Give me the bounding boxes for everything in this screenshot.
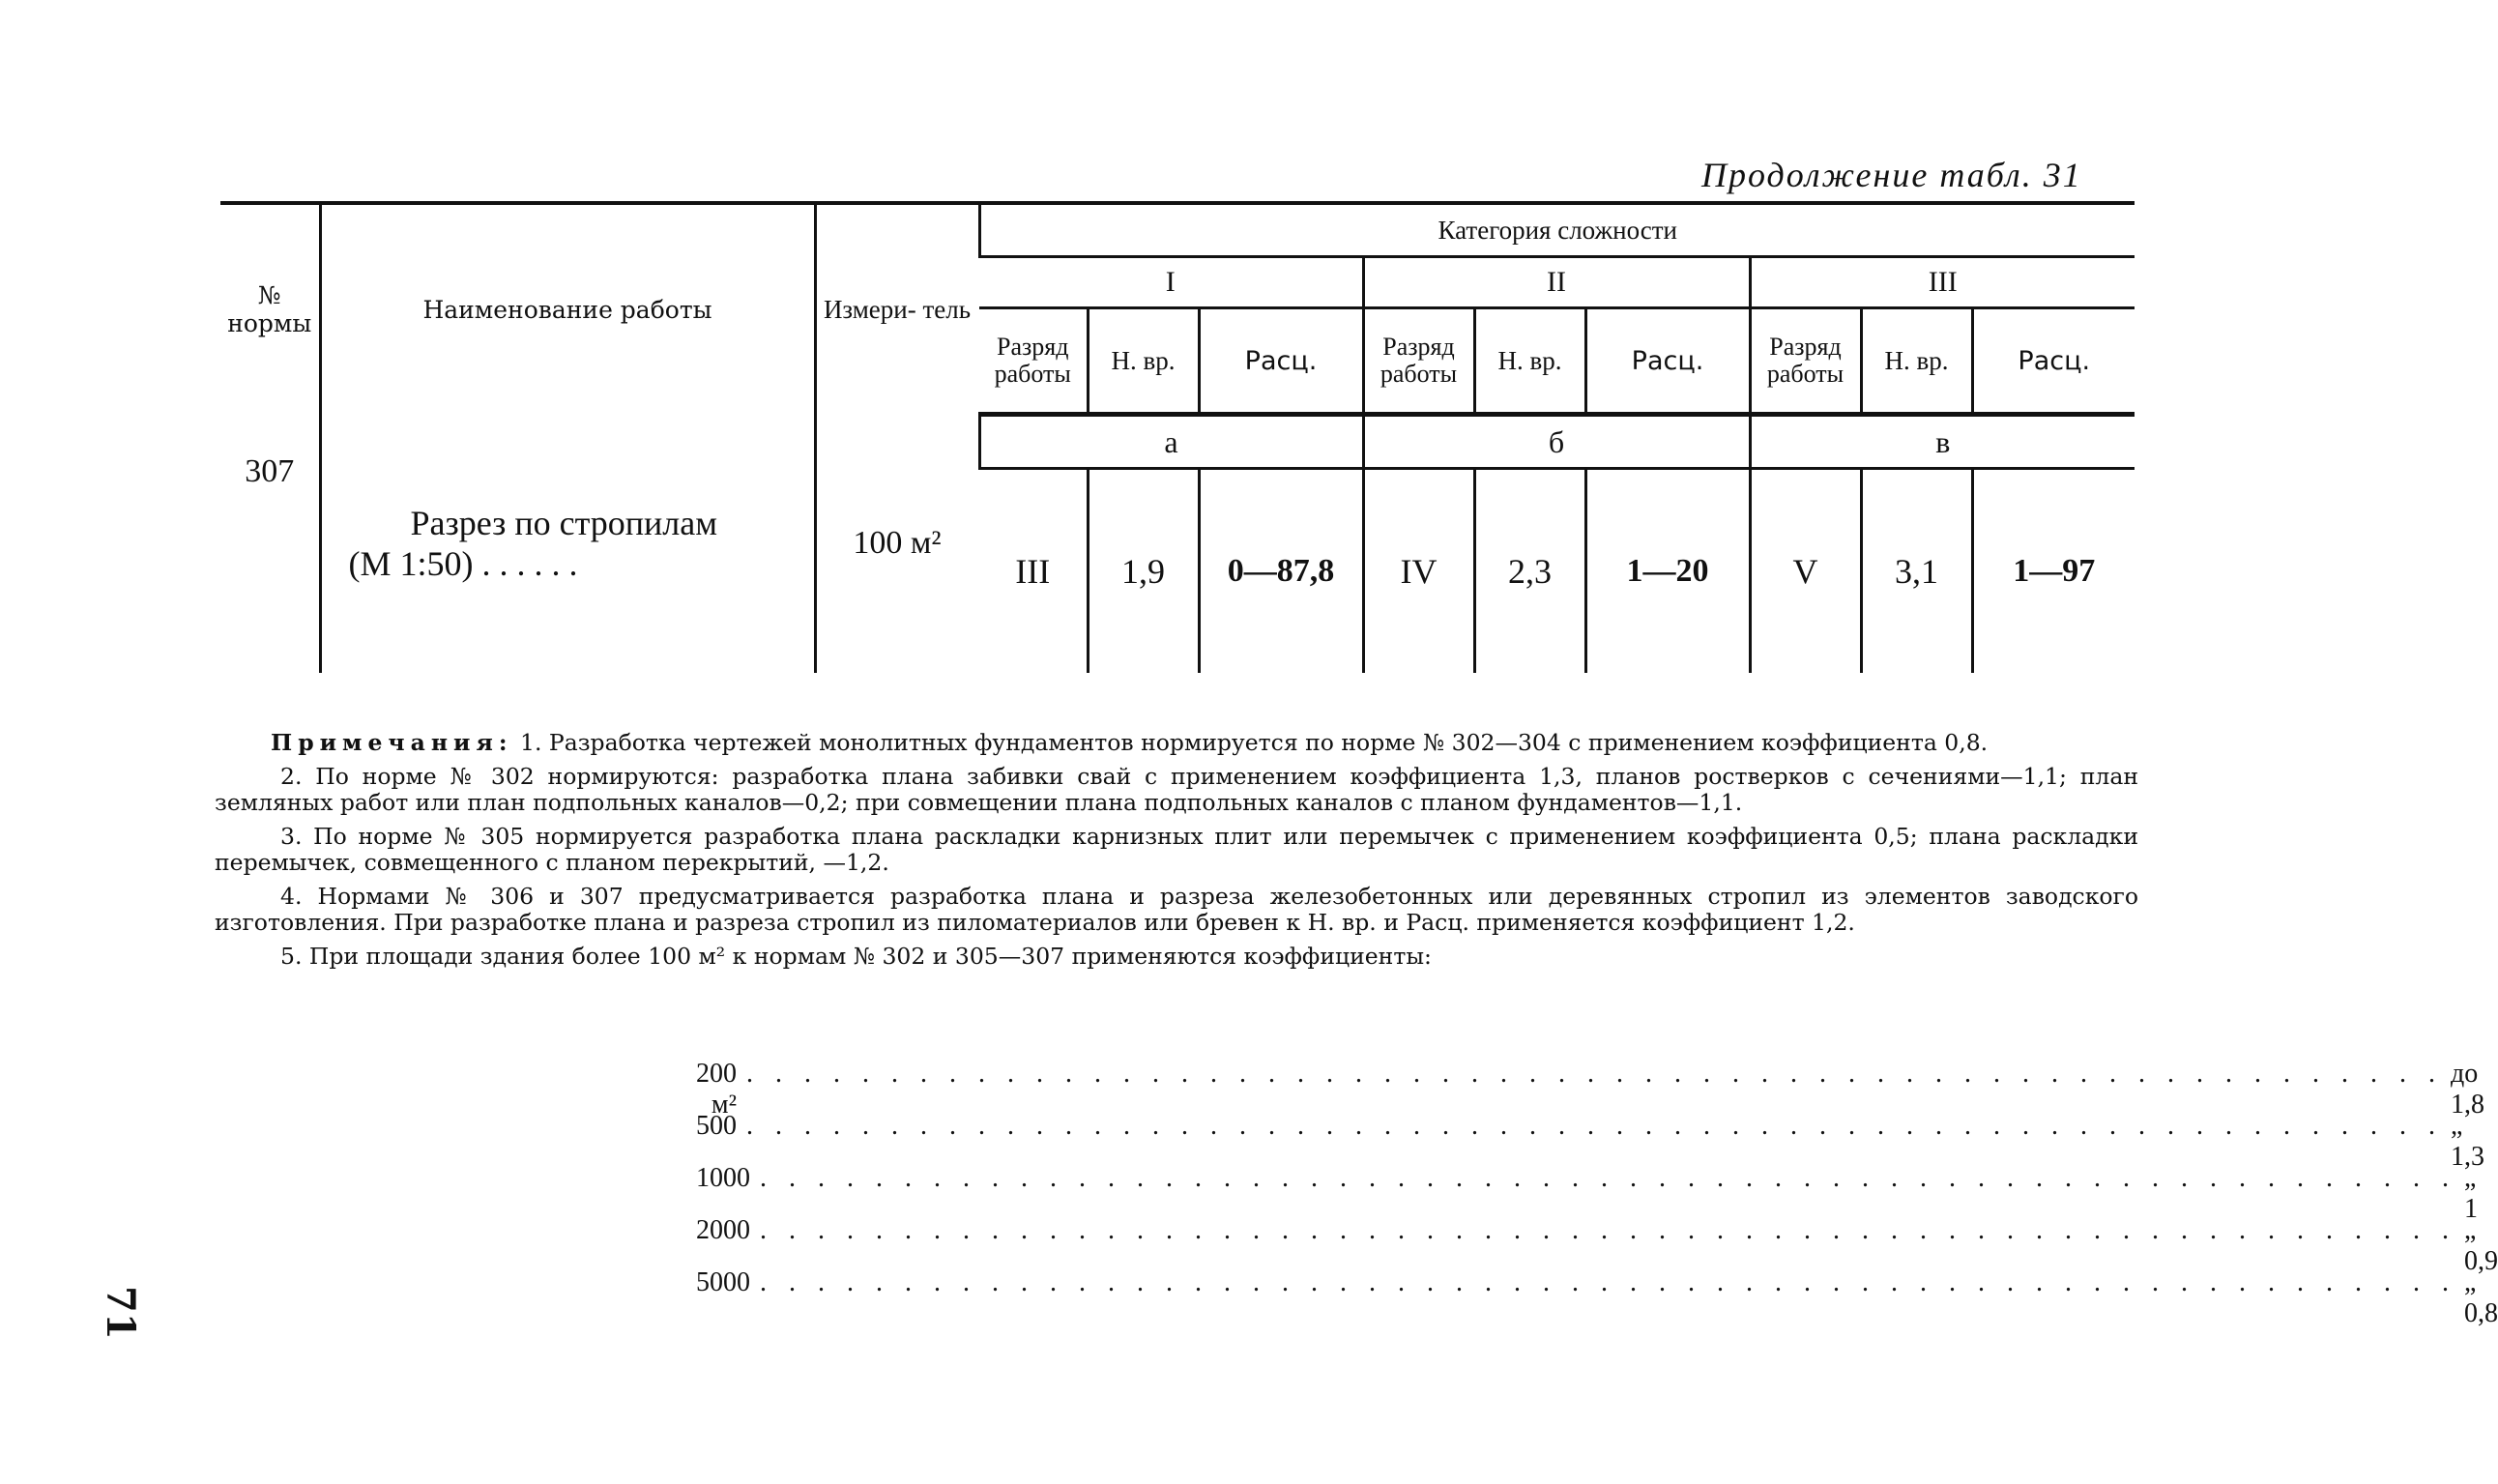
coefficient-value: „ 0,8 — [2464, 1267, 2498, 1328]
coefficient-value: „ 1 — [2464, 1163, 2478, 1224]
note-3: 3. По норме № 305 нормируется разработка плана раскладки карнизных плит или перемычек с применением коэффициента 0,5; плана раскладки перемычек, совмещенного с планом перекрытий, —1,2. — [215, 823, 2138, 876]
cell-time-2: 2,3 — [1474, 469, 1585, 674]
coefficient-value: „ 0,9 — [2464, 1215, 2498, 1276]
header-grade-2: Разряд работы — [1363, 308, 1474, 415]
note-5: 5. При площади здания более 100 м² к нормам № 302 и 305—307 применяются коэффициенты: — [280, 943, 1432, 970]
norm-table — [220, 201, 2135, 673]
coefficient-value: „ 1,3 — [2451, 1111, 2484, 1172]
work-name-line-1: Разрез по стропилам — [410, 504, 718, 543]
header-grade-3: Разряд работы — [1750, 308, 1861, 415]
coefficient-row — [696, 1111, 2484, 1172]
coefficient-area: 200 м² — [696, 1059, 737, 1120]
note-2: 2. По норме № 302 нормируются: разработка плана забивки свай с применением коэффициента 1,3, планов ростверков с сечениями—1,1; план земляных работ или план подпольных каналов—0,2; при совмещении плана подпольных каналов с планом фундаментов—1,1. — [215, 763, 2138, 816]
header-category-3: III — [1750, 257, 2135, 308]
coefficient-area: 5000 — [696, 1267, 750, 1297]
header-category-2: II — [1363, 257, 1750, 308]
sublabel-v: в — [1750, 415, 2135, 469]
header-norm-no: № нормы — [220, 203, 320, 415]
coefficient-value: до 1,8 — [2451, 1059, 2484, 1120]
work-name-line-2: (М 1:50) . . . . . . — [348, 544, 578, 584]
header-grade-1: Разряд работы — [979, 308, 1088, 415]
header-time-3: Н. вр. — [1861, 308, 1972, 415]
coefficient-row — [696, 1059, 2484, 1120]
sublabel-a: а — [979, 415, 1363, 469]
dot-leader: . . . . . . . . . . . . . . . . . . . . . . . . . . . . . . . . . . . . . . . . . . . . . . . . . . . . . . . . . . . — [760, 1267, 2456, 1297]
dot-leader: . . . . . . . . . . . . . . . . . . . . . . . . . . . . . . . . . . . . . . . . . . . . . . . . . . . . . . . . . . . — [746, 1059, 2443, 1089]
cell-time-3: 3,1 — [1861, 469, 1972, 674]
header-time-1: Н. вр. — [1088, 308, 1199, 415]
header-category-1: I — [979, 257, 1363, 308]
notes-title: Примечания: — [271, 729, 513, 756]
cell-time-1: 1,9 — [1088, 469, 1199, 674]
row-unit: 100 м² — [815, 415, 979, 674]
cell-rate-3: 1—97 — [1972, 469, 2135, 674]
coefficient-area: 1000 — [696, 1163, 750, 1193]
notes-section — [215, 730, 2138, 977]
header-time-2: Н. вр. — [1474, 308, 1585, 415]
header-category: Категория сложности — [979, 203, 2135, 257]
header-rate-1: Расц. — [1199, 308, 1363, 415]
coefficient-row — [696, 1267, 2498, 1328]
cell-grade-1: III — [1015, 552, 1051, 591]
cell-rate-1: 0—87,8 — [1199, 469, 1363, 674]
header-rate-3: Расц. — [1972, 308, 2135, 415]
sublabel-b: б — [1363, 415, 1750, 469]
cell-rate-2: 1—20 — [1585, 469, 1750, 674]
note-1 — [215, 730, 2138, 756]
page-number: 71 — [98, 1286, 143, 1340]
coefficient-area: 500 — [696, 1111, 737, 1141]
dot-leader: . . . . . . . . . . . . . . . . . . . . . . . . . . . . . . . . . . . . . . . . . . . . . . . . . . . . . . . . . . . — [760, 1163, 2456, 1193]
header-unit: Измери- тель — [815, 203, 979, 415]
table-caption: Продолжение табл. 31 — [1701, 156, 2082, 194]
note-1-text: 1. Разработка чертежей монолитных фундаментов нормируется по норме № 302—304 с применением коэффициента 0,8. — [520, 729, 1989, 756]
cell-grade-2: IV — [1363, 469, 1474, 674]
dot-leader: . . . . . . . . . . . . . . . . . . . . . . . . . . . . . . . . . . . . . . . . . . . . . . . . . . . . . . . . . . . — [760, 1215, 2456, 1245]
coefficient-area: 2000 — [696, 1215, 750, 1245]
coefficient-row — [696, 1163, 2478, 1224]
cell-grade-3: V — [1750, 469, 1861, 674]
dot-leader: . . . . . . . . . . . . . . . . . . . . . . . . . . . . . . . . . . . . . . . . . . . . . . . . . . . . . . . . . . . — [746, 1111, 2443, 1141]
header-rate-2: Расц. — [1585, 308, 1750, 415]
coefficient-row — [696, 1215, 2498, 1276]
header-work-name: Наименование работы — [320, 203, 815, 415]
row-norm-number: 307 — [245, 452, 295, 489]
row-work-name — [320, 415, 815, 674]
note-4: 4. Нормами № 306 и 307 предусматривается разработка плана и разреза железобетонных или деревянных стропил из элементов заводского изготовления. При разработке плана и разреза стропил из пиломатериалов или бревен к Н. вр. и Расц. применяется коэффициент 1,2. — [215, 883, 2138, 936]
coefficient-list — [696, 1059, 2498, 1328]
